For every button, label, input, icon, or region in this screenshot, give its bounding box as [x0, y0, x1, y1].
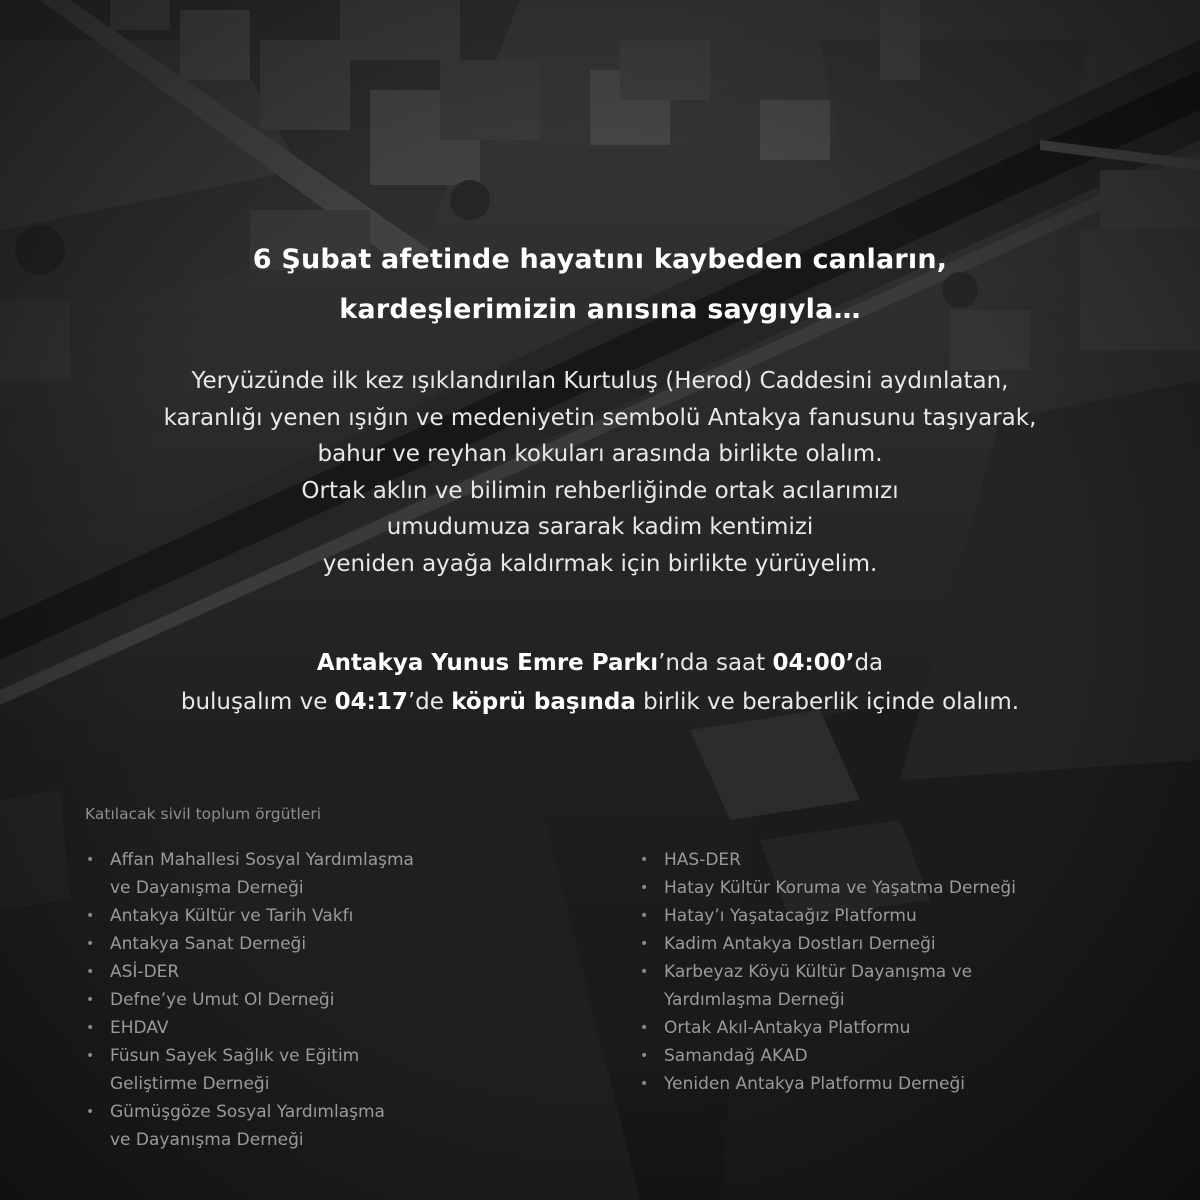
organization-name-line: Ortak Akıl-Antakya Platformu: [664, 1018, 911, 1038]
organization-name-line: Hatay’ı Yaşatacağız Platformu: [664, 906, 917, 926]
meeting-info: [0, 644, 1200, 722]
meeting-line-2-prefix: buluşalım ve: [180, 689, 335, 715]
message-line: Yeryüzünde ilk kez ışıklandırılan Kurtuluş (Herod) Caddesini aydınlatan,: [191, 368, 1009, 394]
message-line: yeniden ayağa kaldırmak için birlikte yürüyelim.: [322, 550, 878, 577]
meeting-line-2-suffix: birlik ve beraberlik içinde olalım.: [635, 689, 1020, 715]
message-line: bahur ve reyhan kokuları arasında birlikte olalım.: [317, 441, 883, 468]
meeting-time-1-suffix: da: [854, 650, 884, 676]
bullet-icon: •: [640, 1076, 649, 1092]
meeting-time-1: 04:00’: [772, 650, 855, 676]
heading-line: 6 Şubat afetinde hayatını kaybeden canların,: [252, 244, 948, 275]
bullet-icon: •: [640, 1048, 649, 1064]
bullet-icon: •: [86, 936, 95, 952]
organization-item: [86, 902, 466, 930]
organization-item: [86, 930, 466, 958]
organization-name-line: Geliştirme Derneği: [110, 1074, 270, 1094]
organization-name-line: Kadim Antakya Dostları Derneği: [664, 934, 936, 954]
organization-item: [640, 874, 1080, 902]
meeting-location: köprü başında: [451, 689, 636, 715]
organization-item: [640, 1042, 1080, 1070]
heading-line: kardeşlerimizin anısına saygıyla…: [339, 294, 861, 325]
organization-name-line: ve Dayanışma Derneği: [110, 878, 304, 898]
organization-item: [86, 1098, 466, 1154]
bullet-icon: •: [86, 1048, 95, 1064]
organization-name-line: Defne’ye Umut Ol Derneği: [110, 990, 335, 1010]
organization-name-line: Antakya Sanat Derneği: [110, 934, 307, 954]
organization-name-line: ASİ-DER: [110, 962, 180, 982]
memorial-heading: [0, 235, 1200, 335]
organization-item: [640, 846, 1080, 874]
meeting-place-suffix: ’nda saat: [658, 650, 773, 676]
meeting-time-2: 04:17: [334, 689, 408, 715]
organizations-list-right: [640, 846, 1080, 1098]
organization-name-line: Yardımlaşma Derneği: [664, 990, 845, 1010]
bullet-icon: •: [640, 908, 649, 924]
bullet-icon: •: [86, 1020, 95, 1036]
organization-item: [86, 1042, 466, 1098]
message-paragraph: [0, 363, 1200, 583]
organization-name-line: Affan Mahallesi Sosyal Yardımlaşma: [110, 850, 414, 870]
organization-item: [640, 902, 1080, 930]
bullet-icon: •: [640, 1020, 649, 1036]
organization-name-line: HAS-DER: [664, 850, 741, 870]
organization-name-line: Gümüşgöze Sosyal Yardımlaşma: [110, 1102, 385, 1122]
organization-item: [86, 1014, 466, 1042]
bullet-icon: •: [86, 852, 95, 868]
organization-item: [640, 930, 1080, 958]
organization-item: [640, 1014, 1080, 1042]
message-line: karanlığı yenen ışığın ve medeniyetin sembolü Antakya fanusunu taşıyarak,: [163, 404, 1037, 431]
bullet-icon: •: [86, 964, 95, 980]
organization-name-line: Hatay Kültür Koruma ve Yaşatma Derneği: [664, 878, 1016, 898]
meeting-line-1: [0, 644, 1200, 683]
bullet-icon: •: [86, 908, 95, 924]
organization-item: [86, 846, 466, 902]
organization-name-line: Füsun Sayek Sağlık ve Eğitim: [110, 1046, 360, 1066]
organization-item: [86, 958, 466, 986]
organization-item: [640, 1070, 1080, 1098]
meeting-line-2: [0, 683, 1200, 722]
meeting-time-2-suffix: ’de: [407, 689, 452, 715]
organization-name-line: ve Dayanışma Derneği: [110, 1130, 304, 1150]
organization-name-line: Yeniden Antakya Platformu Derneği: [664, 1074, 965, 1094]
message-line: umudumuza sararak kadim kentimizi: [386, 514, 814, 541]
organization-name-line: Samandağ AKAD: [664, 1046, 808, 1066]
bullet-icon: •: [640, 936, 649, 952]
message-line: Ortak aklın ve bilimin rehberliğinde ortak acılarımızı: [301, 477, 899, 504]
bullet-icon: •: [640, 880, 649, 896]
organization-name-line: Karbeyaz Köyü Kültür Dayanışma ve: [664, 962, 973, 982]
organization-name-line: Antakya Kültür ve Tarih Vakfı: [110, 906, 354, 926]
bullet-icon: •: [86, 992, 95, 1008]
bullet-icon: •: [86, 1104, 95, 1120]
bullet-icon: •: [640, 964, 649, 980]
organizations-heading: Katılacak sivil toplum örgütleri: [85, 805, 321, 823]
organization-item: [640, 958, 1080, 1014]
meeting-place: Antakya Yunus Emre Parkı: [316, 650, 659, 676]
organization-item: [86, 986, 466, 1014]
organizations-list-left: [86, 846, 466, 1154]
organization-name-line: EHDAV: [110, 1018, 169, 1038]
bullet-icon: •: [640, 852, 649, 868]
